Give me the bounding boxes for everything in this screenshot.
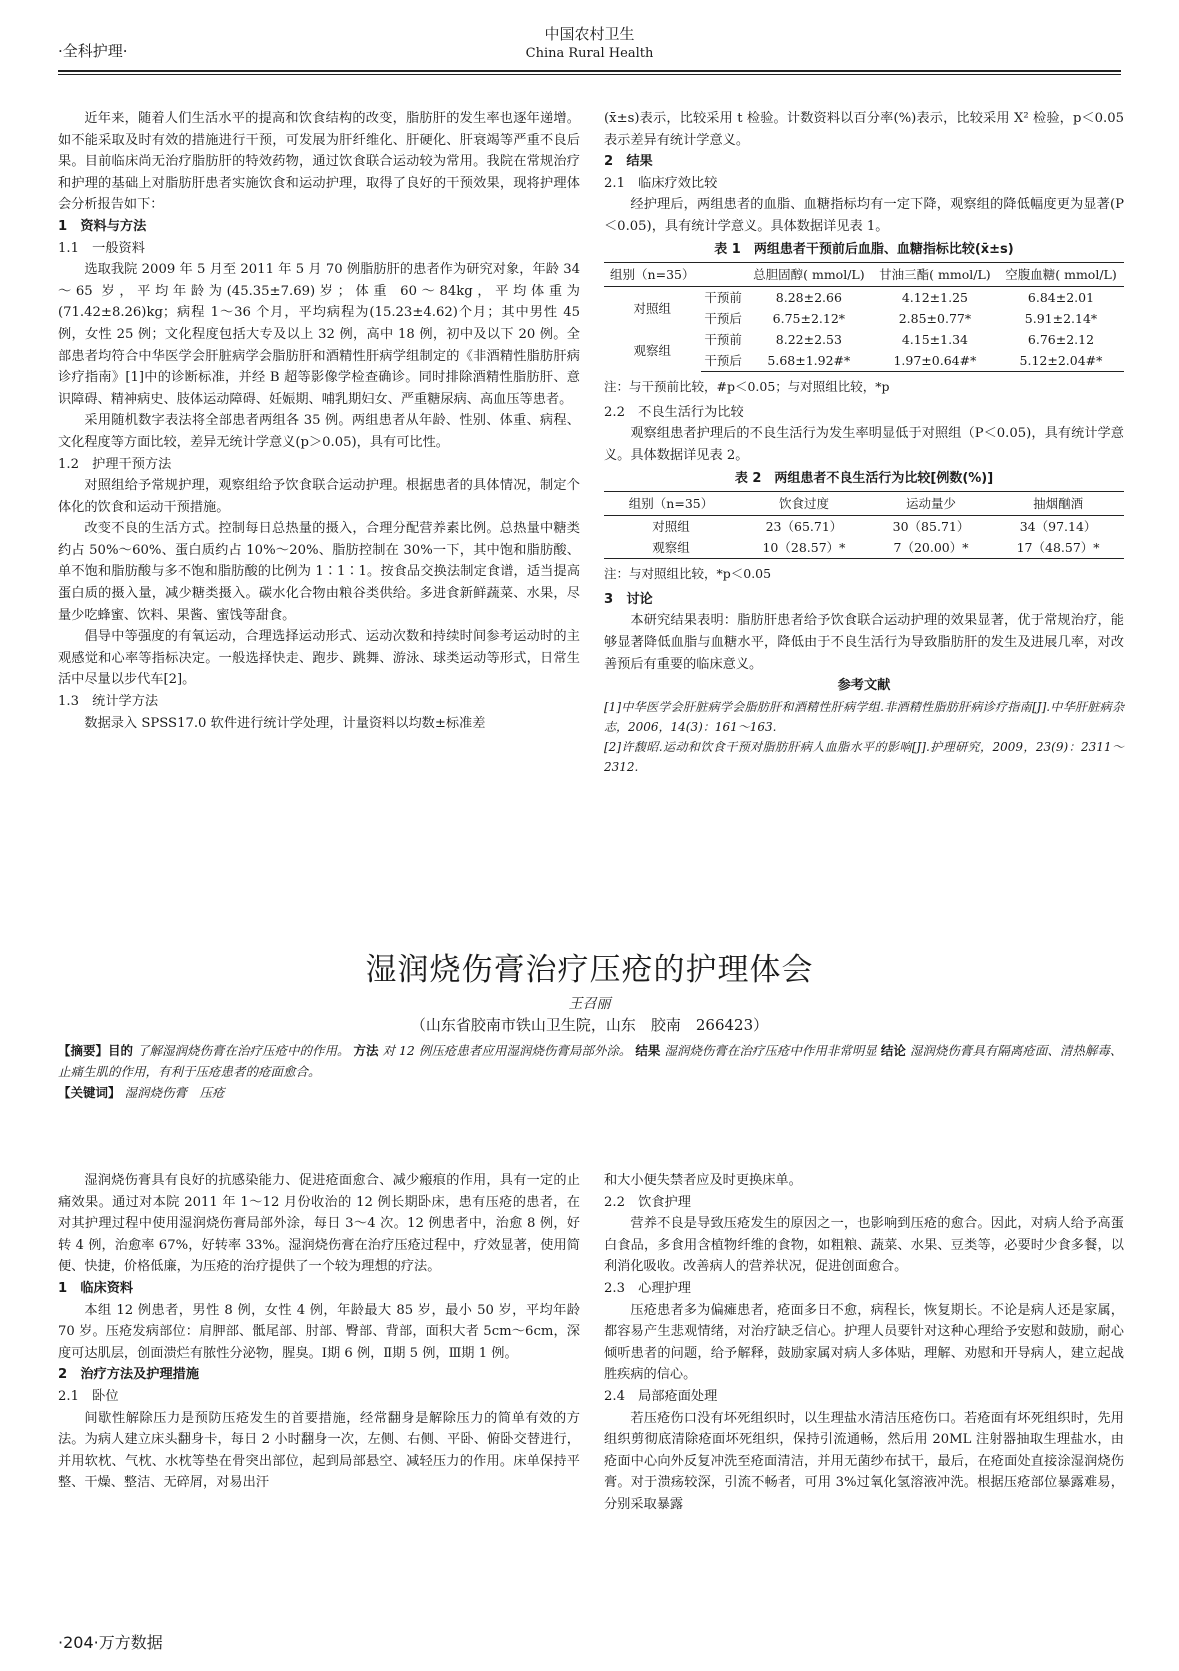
table-cell: 干预前 xyxy=(704,290,742,306)
subsection-heading: 1.3 统计学方法 xyxy=(58,694,159,710)
subsection-heading: 2.1 卧位 xyxy=(58,1388,119,1404)
header-rule-thin xyxy=(58,74,1121,75)
table-cell: 8.28±2.66 xyxy=(775,290,842,306)
table-cell: 对照组 xyxy=(652,519,690,535)
table-header: 空腹血糖( mmol/L) xyxy=(998,263,1124,287)
paragraph: 数据录入 SPSS17.0 软件进行统计学处理，计量资料以均数±标准差 xyxy=(84,715,486,731)
table-cell: 30（85.71） xyxy=(892,519,970,535)
table-cell: 8.22±2.53 xyxy=(775,332,842,348)
header-rule xyxy=(58,70,1121,72)
table-header: 抽烟酗酒 xyxy=(992,492,1124,516)
table-row xyxy=(604,537,1124,559)
table-cell: 6.76±2.12 xyxy=(1027,332,1095,348)
paragraph: 压疮患者多为偏瘫患者，疮面多日不愈，病程长，恢复期长。不论是病人还是家属，都容易产生悲观情绪，对治疗缺乏信心。护理人员要针对这种心理给予安慰和鼓励，耐心倾听患者的问题，给予解释，鼓励家属对病人多体贴，理解、劝慰和开导病人，建立起战胜疾病的信心。 xyxy=(604,1302,1124,1383)
table-header: 饮食过度 xyxy=(738,492,870,516)
article2-author: 王召丽 xyxy=(568,996,611,1012)
table-cell: 10（28.57）* xyxy=(738,537,870,559)
table-cell: 2.85±0.77* xyxy=(898,311,972,327)
section-heading: 1 临床资料 xyxy=(58,1280,134,1296)
paragraph: 改变不良的生活方式。控制每日总热量的摄入，合理分配营养素比例。总热量中糖类约占 50%～60%、蛋白质约占 10%～20%、脂肪控制在 30%一下，其中饱和脂肪酸、单不饱和脂肪酸与多不饱和脂肪酸的比例为 1∶1∶1。按食品交换法制定食谱，适当提高蛋白质的摄入量，减少糖类摄入。碳水化合物由粮谷类供给。多进食新鲜蔬菜、水果，尽量少吃蜂蜜、饮料、果酱、蜜饯等甜食。 xyxy=(58,521,580,623)
paragraph: 选取我院 2009 年 5 月至 2011 年 5 月 70 例脂肪肝的患者作为研究对象，年龄 34～65 岁，平均年龄为(45.35±7.69)岁；体重 60～84kg，平均体重为(71.42±8.26)kg；病程 1～36 个月，平均病程为(15.23±4.62)个月；其中男性 45 例，女性 25 例；文化程度包括大专及以上 32 例，高中 18 例，初中及以下 20 例。全部患者均符合中华医学会肝脏病学会脂肪肝和酒精性肝病学组制定的《非酒精性脂肪肝病诊疗指南》[1]中的诊断标准，并经 B 超等影像学检查确诊。同时排除酒精性脂肪肝、意识障碍、精神病史、肢体运动障碍、妊娠期、哺乳期妇女、严重糖尿病、高血压等患者。 xyxy=(58,262,580,407)
table-cell: 4.15±1.34 xyxy=(901,332,968,348)
reference-item: [2]许馥昭.运动和饮食干预对脂肪肝病人血脂水平的影响[J].护理研究，2009，23(9)：2311～2312. xyxy=(604,739,1124,774)
table-header: 组别（n=35） xyxy=(604,263,701,287)
table2 xyxy=(604,491,1124,559)
table1 xyxy=(604,262,1124,372)
table-header: 甘油三酯( mmol/L) xyxy=(872,263,998,287)
paragraph: 本组 12 例患者，男性 8 例，女性 4 例，年龄最大 85 岁，最小 50 岁，平均年龄 70 岁。压疮发病部位：肩胛部、骶尾部、肘部、臀部、背部，面积大者 5cm～6cm，深度可达肌层，创面溃烂有脓性分泌物，腥臭。Ⅰ期 6 例，Ⅱ期 5 例，Ⅲ期 1 例。 xyxy=(58,1302,580,1361)
table-header: 组别（n=35） xyxy=(604,492,738,516)
table1-caption: 表 1 两组患者干预前后血脂、血糖指标比较(x̄±s) xyxy=(714,241,1014,257)
table-header: 运动量少 xyxy=(870,492,992,516)
method-label: 方法 xyxy=(353,1043,379,1058)
paragraph: 采用随机数字表法将全部患者两组各 35 例。两组患者从年龄、性别、体重、病程、文化程度等方面比较，差异无统计学意义(p＞0.05)，具有可比性。 xyxy=(58,413,580,450)
subsection-heading: 1.1 一般资料 xyxy=(58,240,145,256)
table-cell: 观察组 xyxy=(604,537,738,559)
abstract-conclusion: 湿润烧伤膏具有隔离疮面、清热解毒、止痛生肌的作用，有利于压疮患者的疮面愈合。 xyxy=(58,1043,1123,1079)
page-footer xyxy=(58,1630,163,1653)
table2-note: 注：与对照组比较，*p＜0.05 xyxy=(604,566,772,582)
abstract-method: 对 12 例压疮患者应用湿润烧伤膏局部外涂。 xyxy=(382,1043,632,1058)
subsection-heading: 1.2 护理干预方法 xyxy=(58,456,172,472)
table-header xyxy=(701,263,746,287)
article2-left-column xyxy=(58,1170,580,1494)
article2-affiliation: （山东省胶南市铁山卫生院，山东 胶南 266423） xyxy=(410,1016,769,1034)
paragraph: 观察组患者护理后的不良生活行为发生率明显低于对照组（P＜0.05)，具有统计学意义。具体数据详见表 2。 xyxy=(604,426,1124,463)
article2-abstract xyxy=(58,1040,1124,1103)
subsection-heading: 2.4 局部疮面处理 xyxy=(604,1388,718,1404)
paragraph: 湿润烧伤膏具有良好的抗感染能力、促进疮面愈合、减少瘢痕的作用，具有一定的止痛效果。通过对本院 2011 年 1～12 月份收治的 12 例长期卧床，患有压疮的患者，在对其护理过程中使用湿润烧伤膏局部外涂，每日 3～4 次。12 例患者中，治愈 8 例，好转 4 例，治愈率 67%，好转率 33%。湿润烧伤膏在治疗压疮过程中，疗效显著，使用简便、快捷，价格低廉，为压疮的治疗提供了一个较为理想的疗法。 xyxy=(58,1173,580,1275)
table-header: 总胆固醇( mmol/L) xyxy=(746,263,872,287)
article2-title: 湿润烧伤膏治疗压疮的护理体会 xyxy=(365,952,814,988)
table-cell: 干预后 xyxy=(701,350,746,372)
journal-name-en: China Rural Health xyxy=(525,46,654,61)
table-cell: 5.91±2.14* xyxy=(1024,311,1098,327)
result-label: 结果 xyxy=(635,1043,661,1058)
table-cell: 干预前 xyxy=(704,332,742,348)
table-row xyxy=(604,516,1124,538)
paragraph: 和大小便失禁者应及时更换床单。 xyxy=(604,1173,802,1188)
table-cell: 7（20.00）* xyxy=(870,537,992,559)
article1-left-column xyxy=(58,108,580,734)
paragraph: 间歇性解除压力是预防压疮发生的首要措施，经常翻身是解除压力的简单有效的方法。为病人建立床头翻身卡，每日 2 小时翻身一次，左侧、右侧、平卧、俯卧交替进行，并用软枕、气枕、水枕等垫在骨突出部位，起到局部悬空、减轻压力的作用。床单保持平整、干燥、整洁、无碎屑，对易出汗 xyxy=(58,1410,580,1491)
paragraph: (x̄±s)表示，比较采用 t 检验。计数资料以百分率(%)表示，比较采用 X² 检验，p＜0.05 表示差异有统计学意义。 xyxy=(604,111,1124,148)
table-cell: 1.97±0.64#* xyxy=(872,350,998,372)
section-label: ·全科护理· xyxy=(58,42,128,60)
conclusion-label: 结论 xyxy=(880,1043,906,1058)
article1-right-intro xyxy=(604,108,1124,238)
abstract-label: 【摘要】目的 xyxy=(58,1043,134,1058)
paragraph: 本研究结果表明：脂肪肝患者给予饮食联合运动护理的效果显著，优于常规治疗，能够显著降低血脂与血糖水平，降低由于不良生活行为导致脂肪肝的发生及进展几率，对改善预后有重要的临床意义。 xyxy=(604,613,1124,672)
subsection-heading: 2.2 不良生活行为比较 xyxy=(604,404,744,420)
journal-name-cn: 中国农村卫生 xyxy=(544,25,635,43)
subsection-heading: 2.3 心理护理 xyxy=(604,1280,691,1296)
paragraph: 近年来，随着人们生活水平的提高和饮食结构的改变，脂肪肝的发生率也逐年递增。如不能采取及时有效的措施进行干预，可发展为肝纤维化、肝硬化、肝衰竭等严重不良后果。目前临床尚无治疗脂肪肝的特效药物，通过饮食联合运动较为常用。我院在常规治疗和护理的基础上对脂肪肝患者实施饮食和运动护理，取得了良好的干预效果，现将护理体会分析报告如下： xyxy=(58,111,580,213)
keywords: 湿润烧伤膏 压疮 xyxy=(124,1085,225,1100)
table-cell: 4.12±1.25 xyxy=(901,290,968,306)
abstract-result: 湿润烧伤膏在治疗压疮中作用非常明显 xyxy=(664,1043,877,1058)
table-cell: 5.68±1.92#* xyxy=(746,350,872,372)
subsection-heading: 2.1 临床疗效比较 xyxy=(604,175,718,191)
article2-right-column xyxy=(604,1170,1124,1516)
table-cell: 观察组 xyxy=(633,342,672,358)
table-row xyxy=(604,287,1124,309)
journal-header xyxy=(0,24,1179,64)
article1-right-mid xyxy=(604,402,1124,467)
table-cell: 5.12±2.04#* xyxy=(998,350,1124,372)
paragraph: 若压疮伤口没有坏死组织时，以生理盐水清洁压疮伤口。若疮面有坏死组织时，先用组织剪彻底清除疮面坏死组织，保持引流通畅，然后用 20ML 注射器抽取生理盐水，由疮面中心向外反复冲洗至疮面清洁，并用无菌纱布拭干，最后，在疮面处直接涂湿润烧伤膏。对于溃疡较深，引流不畅者，可用 3%过氧化氢溶液冲洗。根据压疮部位暴露难易，分别采取暴露 xyxy=(604,1410,1124,1512)
table1-note: 注：与干预前比较，#p＜0.05；与对照组比较，*p xyxy=(604,379,890,395)
table2-caption: 表 2 两组患者不良生活行为比较[例数(%)] xyxy=(734,470,994,486)
table-cell: 34（97.14） xyxy=(1019,519,1097,535)
section-heading: 2 结果 xyxy=(604,154,653,170)
table-row xyxy=(604,329,1124,350)
paragraph: 对照组给予常规护理，观察组给予饮食联合运动护理。根据患者的具体情况，制定个体化的饮食和运动干预措施。 xyxy=(58,478,580,515)
abstract-aim: 了解湿润烧伤膏在治疗压疮中的作用。 xyxy=(137,1043,350,1058)
table-cell: 17（48.57）* xyxy=(992,537,1124,559)
references-heading: 参考文献 xyxy=(837,678,891,694)
section-heading: 3 讨论 xyxy=(604,591,653,607)
keywords-label: 【关键词】 xyxy=(58,1085,121,1100)
section-heading: 2 治疗方法及护理措施 xyxy=(58,1367,200,1383)
table-cell: 对照组 xyxy=(633,300,672,316)
section-heading: 1 资料与方法 xyxy=(58,218,147,234)
page-number: ·204· xyxy=(58,1633,99,1652)
subsection-heading: 2.2 饮食护理 xyxy=(604,1194,691,1210)
paragraph: 倡导中等强度的有氧运动，合理选择运动形式、运动次数和持续时间参考运动时的主观感觉和心率等指标决定。一般选择快走、跑步、跳舞、游泳、球类运动等形式，日常生活中尽量以步代车[2]。 xyxy=(58,629,580,688)
article1-right-end xyxy=(604,589,1124,777)
table-cell: 23（65.71） xyxy=(765,519,843,535)
table-cell: 6.75±2.12* xyxy=(772,311,846,327)
article1-right-column xyxy=(604,108,1124,777)
paragraph: 经护理后，两组患者的血脂、血糖指标均有一定下降，观察组的降低幅度更为显著(P＜0.05)，具有统计学意义。具体数据详见表 1。 xyxy=(604,197,1124,234)
table-cell: 6.84±2.01 xyxy=(1027,290,1095,306)
watermark: 万方数据 xyxy=(98,1633,163,1652)
table-cell: 干预后 xyxy=(704,311,742,327)
reference-item: [1]中华医学会肝脏病学会脂肪肝和酒精性肝病学组.非酒精性脂肪肝病诊疗指南[J].中华肝脏病杂志，2006，14(3)：161～163. xyxy=(604,699,1124,734)
paragraph: 营养不良是导致压疮发生的原因之一，也影响到压疮的愈合。因此，对病人给予高蛋白食品，多食用含植物纤维的食物，如粗粮、蔬菜、水果、豆类等，必要时少食多餐，以利消化吸收。改善病人的营养状况，促进创面愈合。 xyxy=(604,1216,1124,1275)
